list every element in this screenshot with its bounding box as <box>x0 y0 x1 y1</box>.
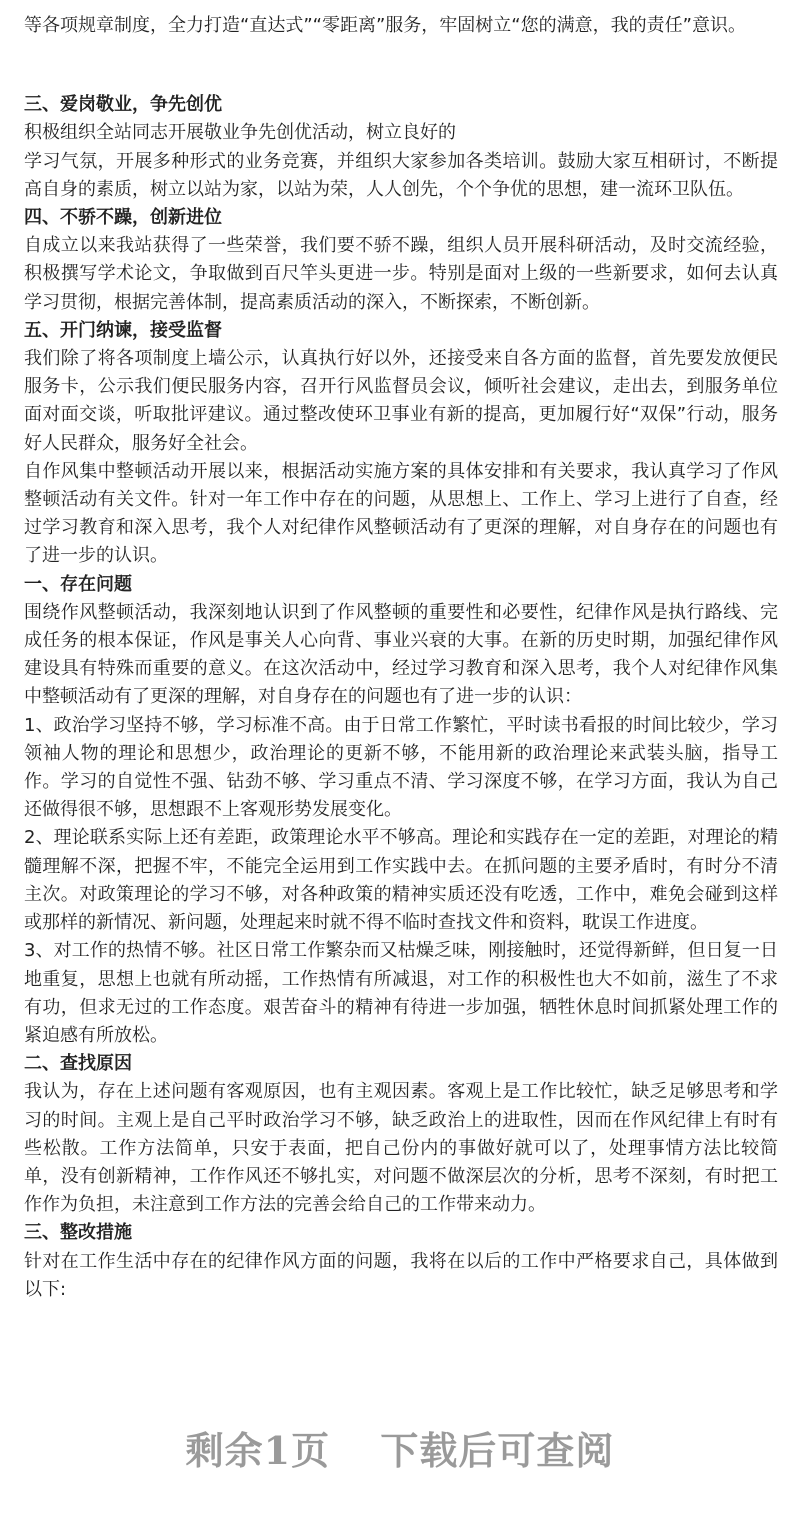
document-blocks <box>24 91 778 1304</box>
section-heading: 二、查找原因 <box>24 1053 132 1075</box>
download-hint: 下载后可查阅 <box>380 1428 615 1473</box>
paragraph: 我们除了将各项制度上墙公示，认真执行好以外，还接受来自各方面的监督，首先要发放便民服务卡，公示我们便民服务内容，召开行风监督员会议，倾听社会建议，走出去，到服务单位面对面交谈，听取批评建议。通过整改使环卫事业有新的提高，更加履行好“双保”行动，服务好人民群众，服务好全社会。 <box>24 348 778 454</box>
paragraph: 3、对工作的热情不够。社区日常工作繁杂而又枯燥乏味，刚接触时，还觉得新鲜，但日复一日地重复，思想上也就有所动摇，工作热情有所减退，对工作的积极性也大不如前，滋生了不求有功，但求无过的工作态度。艰苦奋斗的精神有待进一步加强，牺牲休息时间抓紧处理工作的紧迫感有所放松。 <box>24 940 778 1046</box>
download-prompt[interactable] <box>0 1420 800 1475</box>
paragraph: 1、政治学习坚持不够，学习标准不高。由于日常工作繁忙，平时读书看报的时间比较少，学习领袖人物的理论和思想少，政治理论的更新不够，不能用新的政治理论来武装头脑，指导工作。学习的自觉性不强、钻劲不够、学习重点不清、学习深度不够，在学习方面，我认为自己还做得很不够，思想跟不上客观形势发展变化。 <box>24 714 778 821</box>
document-body <box>24 0 778 1304</box>
section-heading: 一、存在问题 <box>24 573 132 595</box>
remaining-pages: 剩余1页 <box>185 1428 331 1473</box>
section-heading: 五、开门纳谏，接受监督 <box>24 319 222 341</box>
section-heading: 三、整改措施 <box>24 1222 132 1244</box>
paragraph: 围绕作风整顿活动，我深刻地认识到了作风整顿的重要性和必要性，纪律作风是执行路线、完成任务的根本保证，作风是事关人心向背、事业兴衰的大事。在新的历史时期，加强纪律作风建设具有特殊而重要的意义。在这次活动中，经过学习教育和深入思考，我个人对纪律作风集中整顿活动有了更深的理解，对自身存在的问题也有了进一步的认识： <box>24 601 778 708</box>
paragraph: 2、理论联系实际上还有差距，政策理论水平不够高。理论和实践存在一定的差距，对理论的精髓理解不深，把握不牢，不能完全运用到工作实践中去。在抓问题的主要矛盾时，有时分不清主次。对政策理论的学习不够，对各种政策的精神实质还没有吃透，工作中，难免会碰到这样或那样的新情况、新问题，处理起来时就不得不临时查找文件和资料，耽误工作进度。 <box>24 827 778 934</box>
paragraph: 自成立以来我站获得了一些荣誉，我们要不骄不躁，组织人员开展科研活动，及时交流经验，积极撰写学术论文，争取做到百尺竿头更进一步。特别是面对上级的一些新要求，如何去认真学习贯彻，根据完善体制，提高素质活动的深入，不断探索，不断创新。 <box>24 235 778 313</box>
paragraph: 学习气氛，开展多种形式的业务竞赛，并组织大家参加各类培训。鼓励大家互相研讨，不断提高自身的素质，树立以站为家，以站为荣，人人创先，个个争优的思想，建一流环卫队伍。 <box>24 150 778 200</box>
intro-tail: 等各项规章制度，全力打造“直达式”“零距离”服务，牢固树立“您的满意，我的责任”意识。 <box>24 15 746 36</box>
paragraph: 针对在工作生活中存在的纪律作风方面的问题，我将在以后的工作中严格要求自己，具体做到以下: <box>24 1250 778 1300</box>
spacer <box>24 40 778 91</box>
paragraph: 我认为，存在上述问题有客观原因，也有主观因素。客观上是工作比较忙，缺乏足够思考和学习的时间。主观上是自己平时政治学习不够，缺乏政治上的进取性，因而在作风纪律上有时有些松散。工作方法简单，只安于表面，把自己份内的事做好就可以了，处理事情方法比较简单，没有创新精神，工作作风还不够扎实，对问题不做深层次的分析，思考不深刻，有时把工作作为负担，未注意到工作方法的完善会给自己的工作带来动力。 <box>24 1081 778 1216</box>
paragraph: 积极组织全站同志开展敬业争先创优活动，树立良好的 <box>24 122 456 144</box>
paragraph: 自作风集中整顿活动开展以来，根据活动实施方案的具体安排和有关要求，我认真学习了作风整顿活动有关文件。针对一年工作中存在的问题，从思想上、工作上、学习上进行了自查，经过学习教育和深入思考，我个人对纪律作风整顿活动有了更深的理解，对自身存在的问题也有了进一步的认识。 <box>24 460 778 567</box>
cropped-line <box>24 0 778 12</box>
section-heading: 三、爱岗敬业，争先创优 <box>24 94 222 116</box>
section-heading: 四、不骄不躁，创新进位 <box>24 207 222 229</box>
